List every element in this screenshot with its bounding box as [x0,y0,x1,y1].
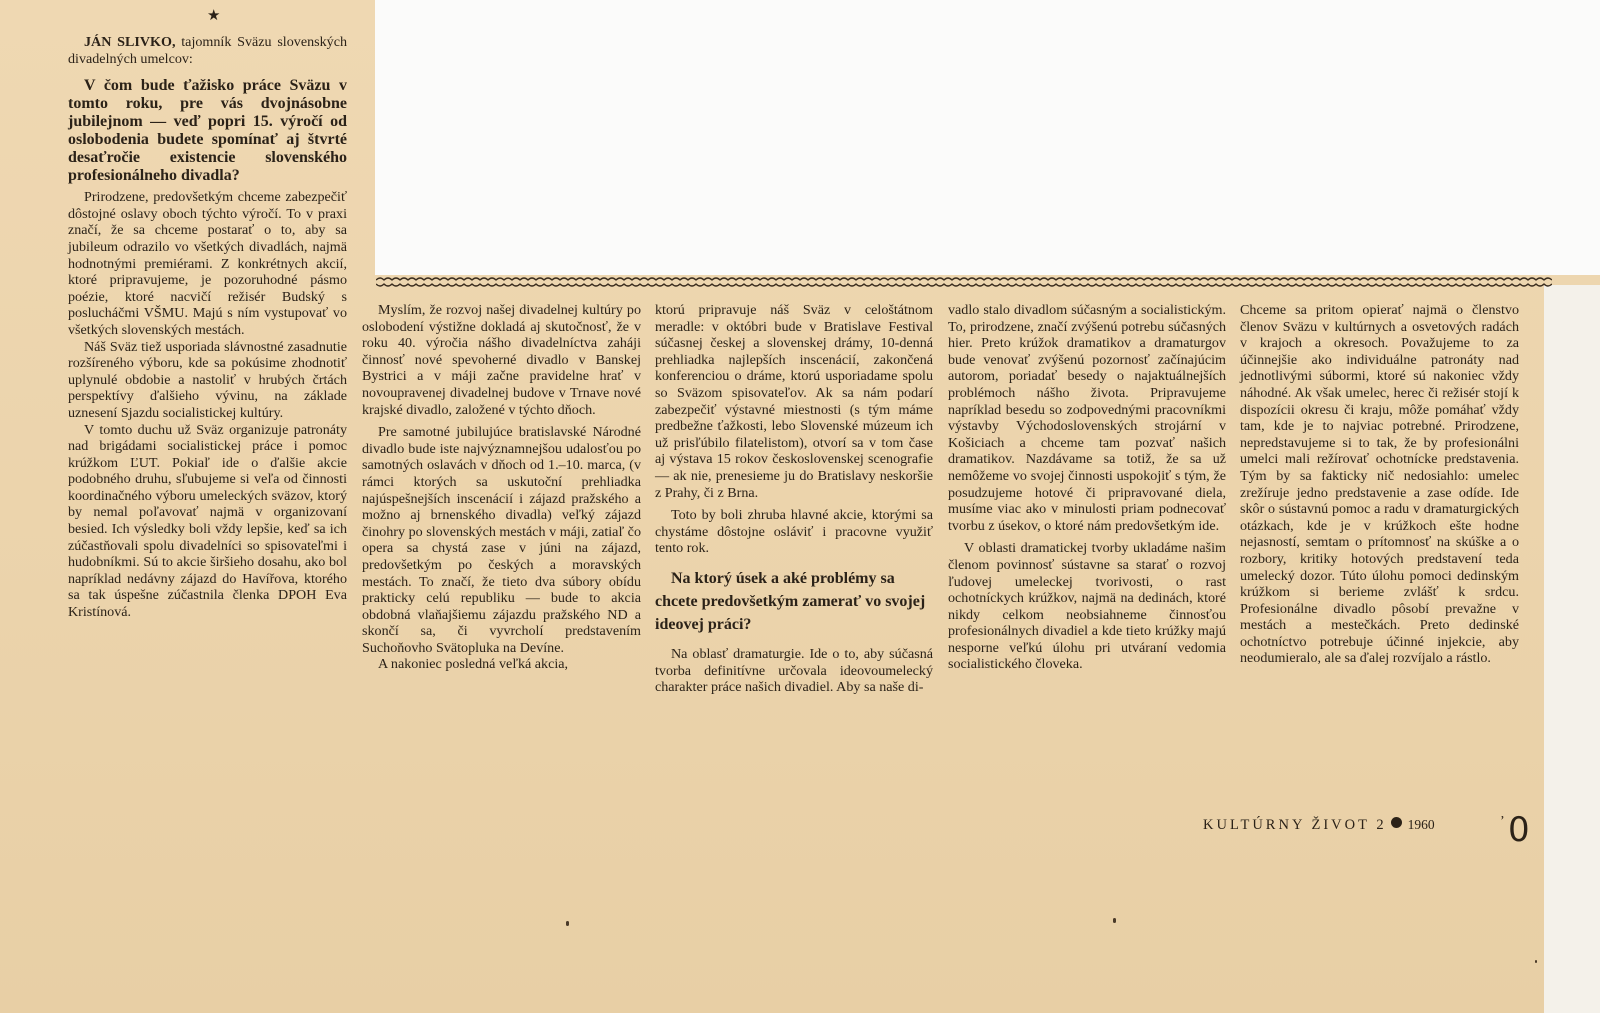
paragraph: Pre samotné jubilujúce bratislavské Národné divadlo bude iste najvýznamnejšou udalosťou po samotných oslavách v dňoch od 1.–10. marca, (v rámci ktorých sa uskutoční prehliadka najúspešnejších inscenácií i zájazd pražského a možno aj brnenského divadla) veľký zájazd činohry po slovenských mestách v máji, zatiaľ čo opera sa chystá zase v júni na zájazd, predovšetkým po českých a moravských mestách. To značí, že tieto dva súbory obídu prakticky celú republiku — bude to akcia obdobná vlaňajšiemu zájazdu pražského ND a skončí sa, či vyvrcholí predstavením Suchoňovho Svätopluka na Devíne. [362,424,641,656]
column-1 [68,34,347,621]
interviewee-intro [68,34,347,67]
handwritten-page-number: 0 [1508,810,1530,850]
paragraph: Myslím, že rozvoj našej divadelnej kultúry po oslobodení výstižne dokladá aj skutočnosť, že v roku 40. výročia nášho divadelníctva zaháji činnosť nové spevoherné divadlo v Banskej Bystrici a v máji začne pravidelne hrať v novoupravenej divadelnej budove v Trnave nové krajské divadlo, založené v týchto dňoch. [362,302,641,418]
section-star: ★ [207,8,221,24]
apostrophe-mark: ʼ [1500,814,1505,829]
paragraph: A nakoniec posledná veľká akcia, [378,656,569,673]
paragraph: Chceme sa pritom opierať najmä o členstvo členov Sväzu v kultúrnych a osvetových radách v krajoch a okresoch. Považujeme to za účinnejšie ako individuálne patronáty nad jednotlivými súbormi, ktoré sú nakoniec vždy náhodné. Ak však umelec, herec či režisér stojí k dispozícii okresu či kraju, môže pomáhať vždy tam, kde je to najviac potrebné. Prirodzene, nepredstavujeme si to tak, že by profesionálni umelci mali režírovať ochotnícke predstavenia. Tým by sa fakticky nič nedosiahlo: umelec zrežíruje jedno predstavenie a zase odíde. Ide skôr o sústavnú pomoc a radu v dramaturgických otázkach, kde je v krúžkoch ešte hodne nejasností, semtam o prítomnosť na skúške a o rozbory, kritiky hotových predstavení teda umelecký dozor. Túto úlohu pomoci dedinským krúžkom si berieme zvlášť k srdcu. Profesionálne divadlo pôsobí prevažne v mestách a mestečkách. Preto dedinské ochotníctvo potrebuje účinné injekcie, aby neodumieralo, ale sa ďalej rozvíjalo a rástlo. [1240,302,1519,667]
column-4 [948,302,1226,673]
issue-number: 2 [1376,817,1387,833]
paper-speck [1535,960,1537,963]
interviewee-title: tajomník Sväzu slovenských divadelných umelcov: [68,34,348,67]
column-3 [655,302,933,696]
column-5 [1240,302,1519,667]
paragraph: ktorú pripravuje náš Sväz v celoštátnom meradle: v októbri bude v Bratislave Festival súčasnej českej a slovenskej drámy, 10-denná prehliadka najlepších inscenácií, zakončená konferenciou o dráme, ktorú usporiadame spolu so Sväzom spisovateľov. Ak sa nám podarí zabezpečiť výstavné miestnosti (s tým máme predbežne ťažkosti, lebo Slovenské múzeum ich už prisľúbilo filatelistom), otvorí sa v tom čase aj výstava 15 rokov československej scenografie — ak nie, prenesieme ju do Bratislavy neskoršie z Prahy, či z Brna. [655,302,933,501]
bullet-dot [1391,817,1402,828]
journal-year: 1960 [1407,817,1435,832]
question-2: Na ktorý úsek a aké problémy sa chcete predovšetkým zamerať vo svojej ideovej práci? [655,569,926,633]
paragraph: Náš Sväz tiež usporiada slávnostné zasadnutie rozšíreného výboru, kde sa pokúsime zhodnotiť uplynulé obdobie a nastoliť v hrubých črtách perspektívy ďalšieho vývinu, na základe uznesení Sjazdu socialistickej kultúry. [68,338,347,421]
paragraph: V tomto duchu už Sväz organizuje patronáty nad brigádami socialistickej práce i pomoc krúžkom ĽUT. Pokiaľ ide o ďalšie akcie podobného druhu, sľubujeme si veľa od činnosti koordinačného výboru umeleckých sväzov, ktorý by nemal poľavovať najmä v organizovaní besied. Ich výsledky boli vždy lepšie, keď sa ich zúčastňovali spolu divadelníci so spisovateľmi i hudobníkmi. Sú to akcie širšieho dosahu, ako bol napríklad nedávny zájazd do Havířova, ktorého sa tak úspešne zúčastnila členka DPOH Eva Kristínová. [68,421,347,621]
paragraph: Toto by boli zhruba hlavné akcie, ktorými sa chystáme dôstojne osláviť i pracovne využiť tento rok. [655,507,933,557]
paragraph: V oblasti dramatickej tvorby ukladáme našim členom povinnosť sústavne sa starať o rozvoj ľudovej umeleckej tvorivosti, o rast ochotníckych krúžkov, najmä na dedinách, ktoré nikdy celkom neobsiahneme činnosťou profesionálnych divadiel a kde tieto krúžky majú nesporne veľkú úlohu pri utváraní vedomia socialistického človeka. [948,540,1226,673]
paragraph: Prirodzene, predovšetkým chceme zabezpečiť dôstojné oslavy oboch týchto výročí. To v praxi značí, že sa chceme postarať o to, aby sa jubileum odrazilo vo všetkých divadlách, najmä hodnotnými premiérami. Z konkrétnych akcií, ktoré pripravujeme, je pozoruhodné pásmo poézie, ktoré nacvičí režisér Budský s poslucháčmi VŠMU. Majú s ním vystupovať vo všetkých slovenských mestách. [68,189,347,338]
question-1: V čom bude ťažisko práce Sväzu v tomto roku, pre vás dvojnásobne jubilejnom — veď popri 15. výročí od oslobodenia budete spomínať aj štvrté desaťročie existencie slovenského profesionálneho divadla? [68,77,347,185]
paragraph: vadlo stalo divadlom súčasným a socialistickým. To, prirodzene, značí zvýšenú potrebu súčasných hier. Preto krúžok dramatikov a dramaturgov bude venovať zvýšenú pozornosť začínajúcim autorom, poriadať besedy o najaktuálnejších problémoch nášho života. Pripravujeme napríklad besedu so zodpovednými pracovníkmi výstavby Východoslovenských strojární v Košiciach a chceme tam pozvať našich dramatikov. Nazdávame sa totiž, že sa už nemôžeme vo svojej činnosti uspokojiť s tým, že posudzujeme hotové či pripravované diela, musíme viac ako v minulosti priam podnecovať tvorbu z úsekov, o ktoré nám predovšetkým ide. [948,302,1226,534]
journal-footer [1203,817,1435,834]
blank-paper-area [375,0,1600,275]
interviewee-name: JÁN SLIVKO, [84,34,176,50]
paragraph: Na oblasť dramaturgie. Ide o to, aby súčasná tvorba definitívne určovala ideovoumelecký charakter práce našich divadiel. Aby sa naše di- [655,645,933,696]
journal-title: KULTÚRNY ŽIVOT [1203,817,1370,833]
column-2 [362,302,641,673]
clipping-edge [1544,285,1600,1013]
wavy-divider [376,276,1552,288]
paper-speck [566,921,569,926]
paper-speck [1113,918,1116,923]
